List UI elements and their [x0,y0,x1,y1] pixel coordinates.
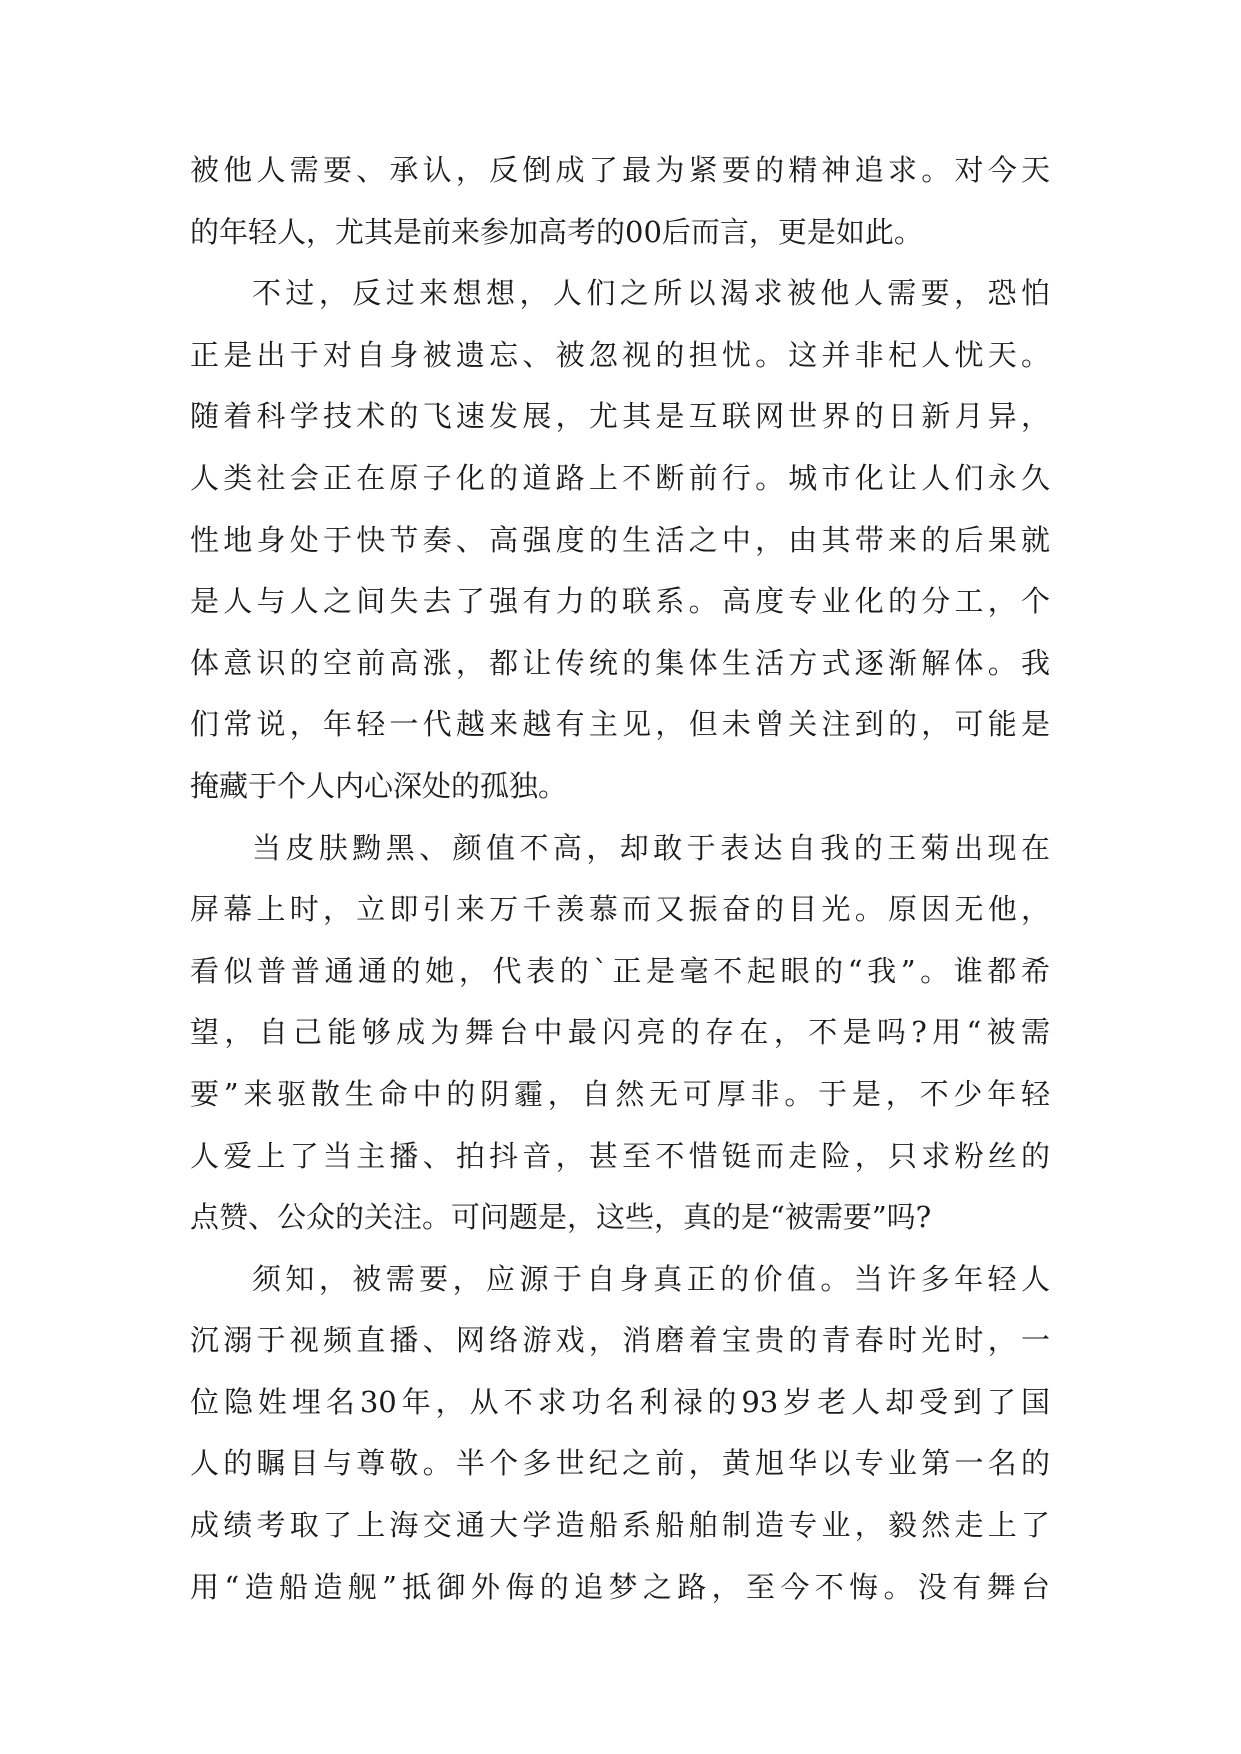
text-line: 们常说，年轻一代越来越有主见，但未曾关注到的，可能是 [190,707,1050,742]
text-line: 正是出于对自身被遗忘、被忽视的担忧。这并非杞人忧天。 [190,337,1050,372]
text-line: 望，自己能够成为舞台中最闪亮的存在，不是吗?用“被需 [190,1015,1050,1050]
text-line: 位隐姓埋名30年，从不求功名利禄的93岁老人却受到了国 [190,1384,1050,1419]
text-line: 体意识的空前高涨，都让传统的集体生活方式逐渐解体。我 [190,645,1050,680]
text-line: 随着科学技术的飞速发展，尤其是互联网世界的日新月异， [190,399,1050,434]
text-line: 是人与人之间失去了强有力的联系。高度专业化的分工，个 [190,584,1050,619]
text-line: 人类社会正在原子化的道路上不断前行。城市化让人们永久 [190,460,1050,495]
text-line: 人爱上了当主播、拍抖音，甚至不惜铤而走险，只求粉丝的 [190,1138,1050,1173]
text-line: 用“造船造舰”抵御外侮的追梦之路，至今不悔。没有舞台 [190,1569,1050,1604]
text-line: 被他人需要、承认，反倒成了最为紧要的精神追求。对今天 [190,153,1050,187]
body-text [190,140,1050,1618]
text-line: 点赞、公众的关注。可问题是，这些，真的是“被需要”吗? [190,1200,932,1235]
text-line: 须知，被需要，应源于自身真正的价值。当许多年轻人 [252,1261,1050,1296]
text-line: 掩藏于个人内心深处的孤独。 [190,768,568,803]
text-line: 要”来驱散生命中的阴霾，自然无可厚非。于是，不少年轻 [190,1076,1050,1111]
text-line: 屏幕上时，立即引来万千羡慕而又振奋的目光。原因无他， [190,892,1050,927]
text-line: 人的瞩目与尊敬。半个多世纪之前，黄旭华以专业第一名的 [190,1446,1050,1481]
text-line: 性地身处于快节奏、高强度的生活之中，由其带来的后果就 [190,522,1050,557]
text-line: 成绩考取了上海交通大学造船系船舶制造专业，毅然走上了 [190,1508,1050,1543]
text-line: 当皮肤黝黑、颜值不高，却敢于表达自我的王菊出现在 [252,830,1050,865]
text-line: 的年轻人，尤其是前来参加高考的00后而言，更是如此。 [190,214,923,249]
text-line: 看似普普通通的她，代表的`正是毫不起眼的“我”。谁都希 [190,953,1050,988]
text-line: 不过，反过来想想，人们之所以渴求被他人需要，恐怕 [252,276,1050,311]
text-line: 沉溺于视频直播、网络游戏，消磨着宝贵的青春时光时，一 [190,1323,1050,1358]
